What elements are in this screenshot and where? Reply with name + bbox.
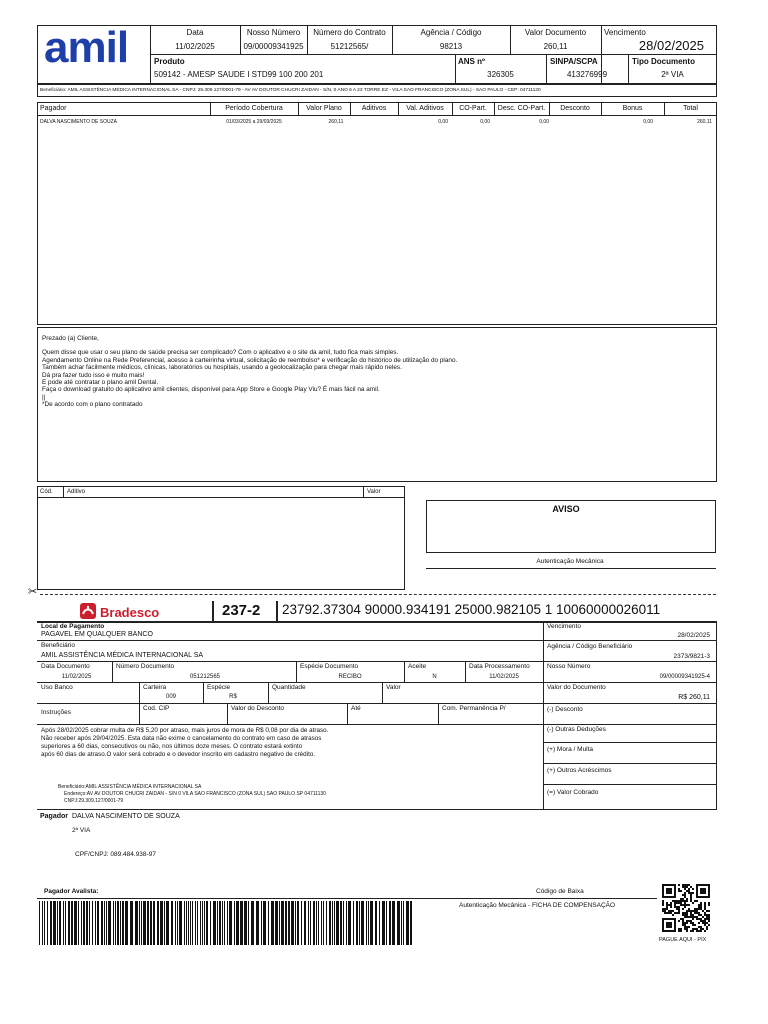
data-documento-label: Data Documento <box>41 663 90 670</box>
th-desc-copart: Desc. CO-Part. <box>497 105 546 112</box>
bradesco-logo <box>80 602 210 622</box>
codigo-baixa-label: Código de Baixa <box>536 888 584 895</box>
linha-digitavel: 23792.37304 90000.934191 25000.982105 1 10060000026011 <box>282 602 661 617</box>
pague-aqui-pix-label: PAGUE AQUI - PIX <box>659 937 707 943</box>
message-line <box>42 342 457 349</box>
pagador-value: DALVA NASCIMENTO DE SOUZA <box>72 813 180 820</box>
nosso-numero-value: 09/00009341925 <box>243 42 304 51</box>
ate-label: Até <box>351 705 361 712</box>
th-bonus: Bonus <box>622 105 643 112</box>
mora-multa-label: (+) Mora / Multa <box>547 746 594 753</box>
th-copart: CO-Part. <box>459 105 487 112</box>
valor-documento-boleto-label: Valor do Documento <box>547 684 606 691</box>
produto-label: Produto <box>154 57 185 66</box>
message-line: Dá pra fazer tudo isso e muito mais! <box>42 371 145 379</box>
carteira-value: 009 <box>165 694 176 700</box>
valor-desconto-label: Valor do Desconto <box>231 705 284 712</box>
especie-documento-label: Espécie Documento <box>300 663 359 670</box>
boleto-vencimento-value: 28/02/2025 <box>677 632 710 639</box>
valor-documento-boleto-value: R$ 260,11 <box>678 694 710 701</box>
pix-qr-code[interactable] <box>662 884 710 932</box>
vencimento-label: Vencimento <box>604 28 646 37</box>
beneficiario-label: Beneficiário <box>41 642 75 649</box>
message-line: Quem disse que usar o seu plano de saúde precisa ser complicado? Com o aplicativo e o site da amil, tudo fica mais simples. <box>42 349 399 357</box>
td-valor-plano: 260,11 <box>328 119 344 125</box>
data-label: Data <box>186 28 204 37</box>
contrato-value: 51212565/ <box>330 42 369 51</box>
carteira-label: Carteira <box>143 684 167 691</box>
contrato-label: Número do Contrato <box>313 28 386 37</box>
tipo-documento-label: Tipo Documento <box>632 57 695 66</box>
aditivo-label: Aditivo <box>67 489 86 495</box>
valor-cobrado-label: (=) Valor Cobrado <box>547 789 599 796</box>
td-val-aditivos: 0,00 <box>438 119 448 125</box>
data-value: 11/02/2025 <box>175 42 215 51</box>
uso-banco-label: Uso Banco <box>41 684 73 691</box>
message-line: Agendamento Online na Rede Preferencial, acesso à carteirinha virtual, solicitação de reembolso* e verificação do histórico de utilização do plano. <box>42 356 458 364</box>
ans-label: ANS nº <box>458 57 485 66</box>
aditivo-cod-label: Cód. <box>40 489 53 495</box>
instrucao-line: após 60 dias de atraso.O valor será cobrado e o devedor inscrito em cadastro negativo de crédito. <box>41 751 316 758</box>
produto-value: 509142 - AMESP SAUDE I STD99 100 200 201 <box>154 70 324 79</box>
boleto-vencimento-label: Vencimento <box>547 623 581 630</box>
td-total: 260,11 <box>697 119 712 125</box>
data-processamento-value: 11/02/2025 <box>489 674 519 680</box>
td-bonus: 0,00 <box>643 119 653 125</box>
cut-line <box>40 594 716 595</box>
cod-cip-label: Cod. CIP <box>143 705 170 712</box>
valor-documento-value: 260,11 <box>543 42 568 51</box>
desconto-label: (-) Desconto <box>547 706 583 713</box>
th-periodo: Período Cobertura <box>225 105 283 112</box>
local-pagamento-value: PAGAVEL EM QUALQUER BANCO <box>41 631 153 638</box>
message-line: *De acordo com o plano contratado <box>42 401 143 409</box>
scissors-icon: ✂ <box>28 586 38 598</box>
instrucao-line: superiores a 60 dias, consecutivos ou não, nos últimos doze meses. O contrato estará extinto <box>41 743 303 750</box>
message-line: Prezado (a) Cliente, <box>42 335 99 342</box>
message-line: Também achar facilmente médicos, clínicas, laboratórios ou hospitais, usando a geolocalização para chegar mais rápido neles. <box>42 364 402 372</box>
avalista-label: Pagador Avalista: <box>44 888 99 895</box>
th-pagador: Pagador <box>40 105 67 112</box>
outras-deducoes-label: (-) Outras Deduções <box>547 726 606 733</box>
tipo-documento-value: 2ª VIA <box>661 70 684 79</box>
nosso-numero-boleto-value: 09/00009341925-4 <box>659 674 710 680</box>
instrucao-line: Não receber após 29/04/2025. Esta data não exime o cancelamento do contrato em caso de atrasos <box>41 735 322 742</box>
th-val-aditivos: Val. Aditivos <box>406 105 444 112</box>
pagador-label: Pagador <box>40 813 69 820</box>
bradesco-mark-icon <box>80 603 96 619</box>
especie-label: Espécie <box>207 684 231 691</box>
td-copart: 0,00 <box>480 119 490 125</box>
valor-documento-label: Valor Documento <box>524 28 587 37</box>
td-pagador: DALVA NASCIMENTO DE SOUZA <box>40 119 117 125</box>
local-pagamento-label: Local de Pagamento <box>41 623 105 630</box>
numero-documento-label: Número Documento <box>116 663 175 670</box>
barcode <box>37 901 415 945</box>
cobertura-table <box>37 102 717 325</box>
message-text <box>42 335 457 409</box>
td-desc-copart: 0,00 <box>539 119 549 125</box>
th-aditivos: Aditivos <box>361 105 387 112</box>
data-processamento-label: Data Processamento <box>469 663 530 670</box>
ficha-compensacao-label: Autenticação Mecânica - FICHA DE COMPENSAÇÃO <box>459 902 616 909</box>
beneficiario-line: Beneficiário: AMIL ASSISTÊNCIA MÉDICA INTERNACIONAL SA - CNPJ: 29.309.127/0001-79 - AV AV DOUTOR CHUCRI ZAIDAN - S/N, 0 ANO 6 A 23 TORRE EZ - VILA SAO FRANCISCO (ZONA SUL) - SAO PAULO - CEP: 04711130 <box>40 88 541 93</box>
benef-footer-line: Beneficiário:AMIL ASSISTÊNCIA MÉDICA INTERNACIONAL SA <box>58 784 202 790</box>
benef-footer-line: CNPJ:29.309.127/0001-79 <box>64 798 124 804</box>
bank-name: Bradesco <box>100 605 160 620</box>
quantidade-label: Quantidade <box>272 684 306 691</box>
especie-value: R$ <box>229 694 237 700</box>
agencia-value: 98213 <box>439 42 463 51</box>
message-line: E pode até contratar o plano amil Dental. <box>42 379 159 387</box>
instrucao-line: Após 28/02/2025 cobrar multa de R$ 5,20 por atraso, mais juros de mora de R$ 0,08 por dia de atraso. <box>41 727 329 734</box>
benef-footer-line: Endereço:AV AV DOUTOR CHUCRI ZAIDAN - S/N 0 VILA SAO FRANCISCO (ZONA SUL) SAO PAULO SP 04711130 <box>64 791 326 797</box>
message-line: || <box>42 393 46 401</box>
numero-documento-value: 051212565 <box>189 674 221 680</box>
sinpa-label: SINPA/SCPA <box>550 57 598 66</box>
pagador-cpf: CPF/CNPJ: 089.484.938-97 <box>75 851 156 858</box>
com-permanencia-label: Com. Permanência P/ <box>442 705 506 712</box>
td-periodo: 01/03/2025 a 29/03/2025 <box>226 119 282 125</box>
ans-value: 326305 <box>487 70 514 79</box>
aceite-label: Aceite <box>408 663 427 670</box>
nosso-numero-boleto-label: Nosso Número <box>547 663 591 670</box>
beneficiario-footer <box>58 784 326 805</box>
vencimento-value: 28/02/2025 <box>638 38 704 53</box>
th-desconto: Desconto <box>560 105 590 112</box>
instrucoes-label: Instruções <box>41 709 71 716</box>
aditivos-box <box>37 486 405 590</box>
data-documento-value: 11/02/2025 <box>61 674 92 680</box>
agencia-label: Agência / Código <box>420 28 482 37</box>
valor-label: Valor <box>386 684 401 691</box>
th-total: Total <box>683 105 698 112</box>
instrucoes-text <box>41 727 328 759</box>
pagador-via: 2ª VIA <box>72 827 91 834</box>
beneficiario-value: AMIL ASSISTÊNCIA MÉDICA INTERNACIONAL SA <box>41 652 204 659</box>
aviso-auth-label: Autenticação Mecânica <box>536 558 604 565</box>
sinpa-value: 413276999 <box>566 70 608 79</box>
th-valor-plano: Valor Plano <box>306 105 342 112</box>
agencia-codigo-label: Agência / Código Beneficiário <box>547 643 633 650</box>
nosso-numero-label: Nosso Número <box>246 28 301 37</box>
message-line: Faça o download gratuito do aplicativo amil clientes, disponível para App Store e Google Play Viu? É mais fácil na amil. <box>42 386 380 394</box>
aviso-title: AVISO <box>552 504 580 514</box>
agencia-codigo-value: 2373/9821-3 <box>673 653 710 660</box>
logo-text: amil <box>44 23 129 72</box>
amil-logo <box>44 23 144 79</box>
bank-code: 237-2 <box>222 602 261 619</box>
aditivo-valor-label: Valor <box>367 489 381 495</box>
especie-documento-value: RECIBO <box>338 674 362 680</box>
outros-acrescimos-label: (+) Outros Acréscimos <box>547 767 612 774</box>
aceite-value: N <box>432 674 437 680</box>
